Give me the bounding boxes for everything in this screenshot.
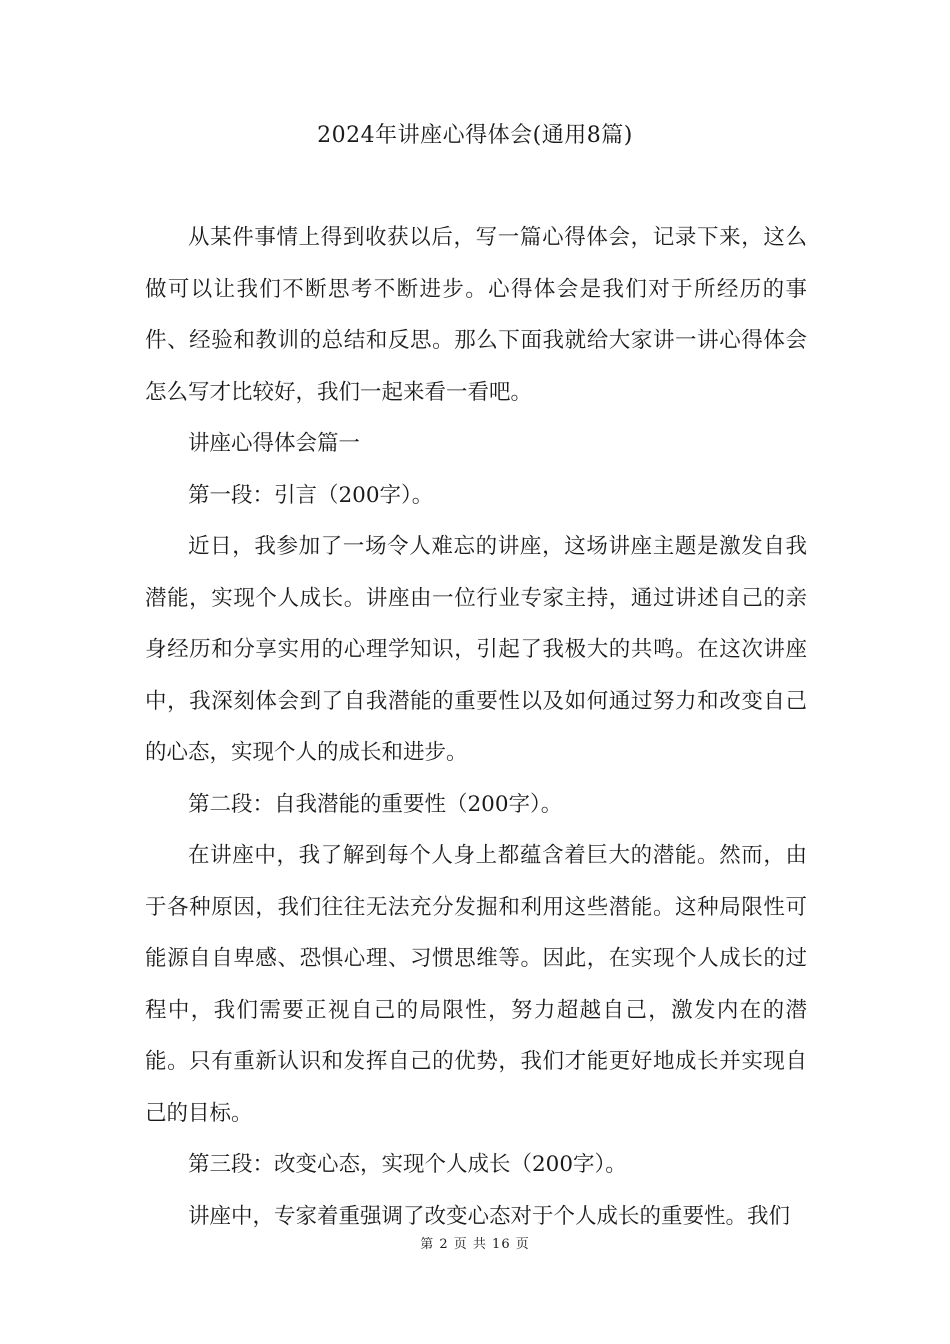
body-paragraph: 讲座中，专家着重强调了改变心态对于个人成长的重要性。我们 [188,1203,791,1229]
subsection-heading: 第三段：改变心态，实现个人成长（200字）。 [188,1152,627,1177]
body-paragraph: 在讲座中，我了解到每个人身上都蕴含着巨大的潜能。然而，由于各种原因，我们往往无法充分发掘和利用这些潜能。这种局限性可能源自自卑感、恐惧心理、习惯思维等。因此，在实现个人成长的过程中，我们需要正视自己的局限性，努力超越自己，激发内在的潜能。只有重新认识和发挥自己的优势，我们才能更好地成长并实现自己的目标。 [145,843,807,1126]
section-heading: 讲座心得体会篇一 [188,431,361,456]
document-title: 2024年讲座心得体会(通用8篇) [317,123,633,148]
document-body [145,212,807,1242]
page-number-footer: 第 2 页 共 16 页 [420,1237,530,1252]
intro-paragraph: 从某件事情上得到收获以后，写一篇心得体会，记录下来，这么做可以让我们不断思考不断进步。心得体会是我们对于所经历的事件、经验和教训的总结和反思。那么下面我就给大家讲一讲心得体会怎么写才比较好，我们一起来看一看吧。 [145,225,807,405]
subsection-heading: 第二段：自我潜能的重要性（200字）。 [188,791,563,817]
body-paragraph: 近日，我参加了一场令人难忘的讲座，这场讲座主题是激发自我潜能，实现个人成长。讲座由一位行业专家主持，通过讲述自己的亲身经历和分享实用的心理学知识，引起了我极大的共鸣。在这次讲座中，我深刻体会到了自我潜能的重要性以及如何通过努力和改变自己的心态，实现个人的成长和进步。 [145,534,807,765]
subsection-heading: 第一段：引言（200字）。 [188,482,434,508]
